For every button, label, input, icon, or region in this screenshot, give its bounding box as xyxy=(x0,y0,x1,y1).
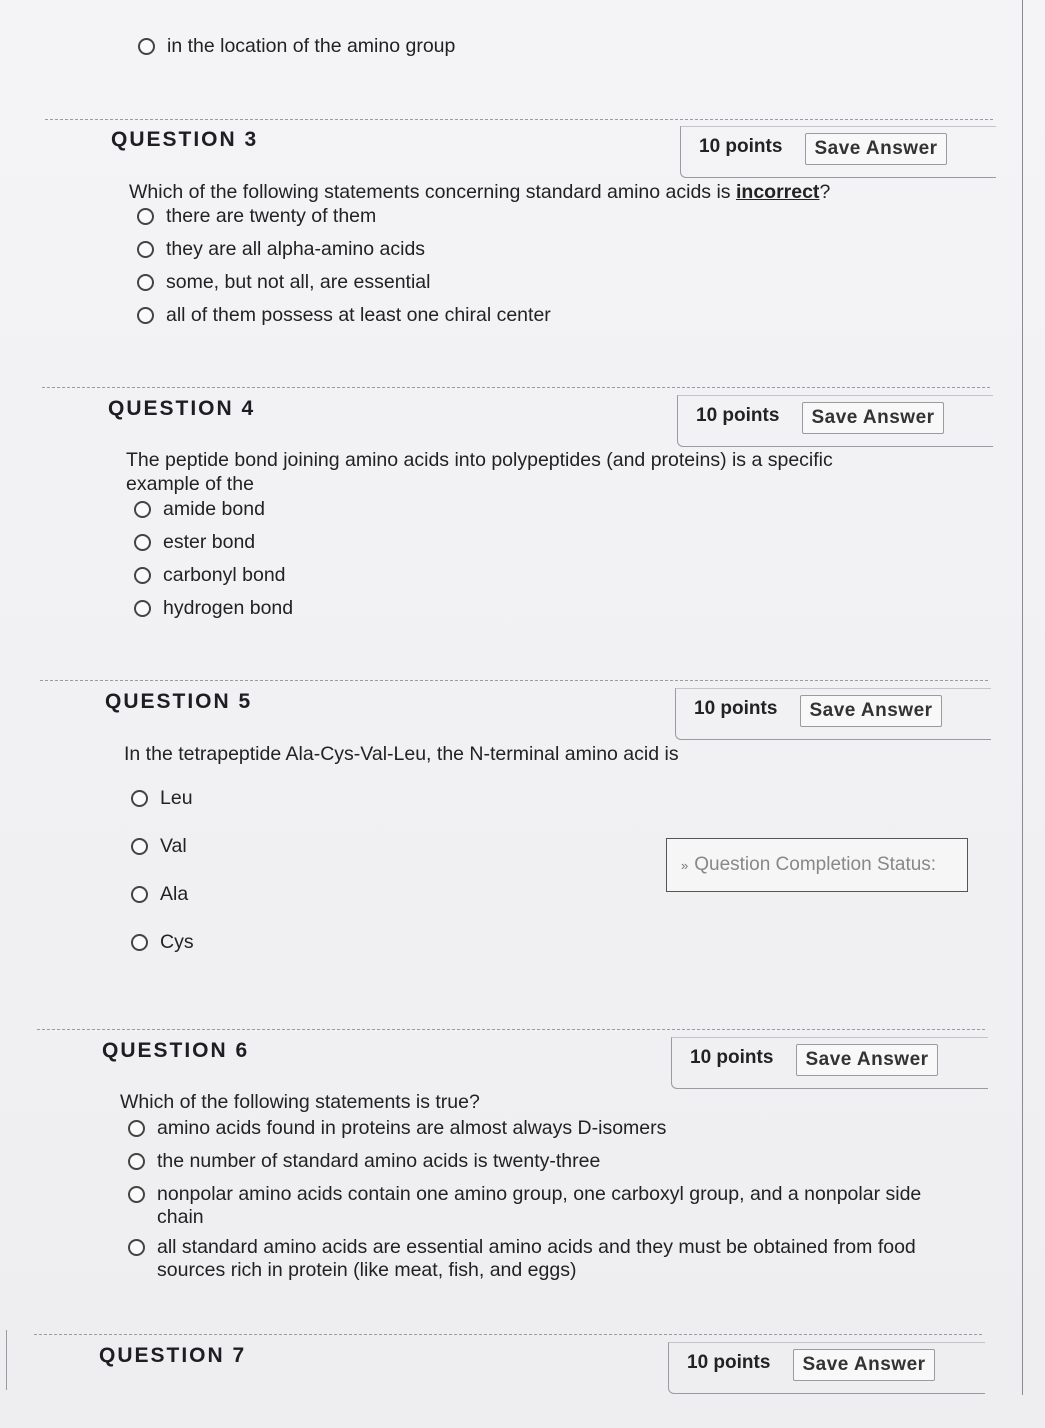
question-6-save-answer-button[interactable]: Save Answer xyxy=(796,1044,938,1076)
question-3-text-before: Which of the following statements concerning standard amino acids is xyxy=(129,181,736,203)
question-3-text-after: ? xyxy=(819,181,831,203)
question-6-text: Which of the following statements is true? xyxy=(120,1091,480,1113)
question-6-points: 10 points xyxy=(690,1047,774,1068)
question-4-option-2[interactable] xyxy=(134,531,255,554)
radio-button[interactable] xyxy=(134,567,151,584)
question-5-option-3[interactable] xyxy=(131,883,188,906)
question-5-option-1[interactable] xyxy=(131,787,193,810)
radio-button[interactable] xyxy=(128,1186,145,1203)
question-3-points: 10 points xyxy=(699,136,783,157)
question-5-text: In the tetrapeptide Ala-Cys-Val-Leu, the N-terminal amino acid is xyxy=(124,743,679,765)
radio-button[interactable] xyxy=(128,1120,145,1137)
option-label: all of them possess at least one chiral center xyxy=(166,304,551,326)
content-frame-border xyxy=(1022,0,1023,1395)
option-label: ester bond xyxy=(163,531,256,553)
question-3-text-emphasis: incorrect xyxy=(735,181,820,203)
question-3-save-answer-button[interactable]: Save Answer xyxy=(805,133,947,165)
question-7-save-answer-button[interactable]: Save Answer xyxy=(793,1349,935,1381)
question-3-option-2[interactable] xyxy=(137,238,425,261)
question-divider xyxy=(34,1334,984,1335)
radio-button[interactable] xyxy=(131,934,148,951)
option-label: amide bond xyxy=(163,498,265,520)
question-4-text: The peptide bond joining amino acids into polypeptides (and proteins) is a specific example of the xyxy=(126,449,833,495)
question-4-save-answer-button[interactable]: Save Answer xyxy=(802,402,944,434)
radio-button[interactable] xyxy=(128,1239,145,1256)
question-6-option-2[interactable] xyxy=(128,1150,600,1173)
radio-button[interactable] xyxy=(131,838,148,855)
radio-button[interactable] xyxy=(137,307,154,324)
radio-button[interactable] xyxy=(134,501,151,518)
option-label: Cys xyxy=(160,931,194,953)
option-label: amino acids found in proteins are almost always D-isomers xyxy=(157,1117,667,1139)
question-4-option-4[interactable] xyxy=(134,597,293,620)
question-completion-status-toggle[interactable] xyxy=(666,838,968,892)
question-5-option-2[interactable] xyxy=(131,835,187,858)
question-6-title: QUESTION 6 xyxy=(102,1039,250,1062)
radio-button[interactable] xyxy=(137,241,154,258)
option-label: carbonyl bond xyxy=(163,564,286,586)
question-7-title: QUESTION 7 xyxy=(99,1344,247,1367)
double-chevron-down-icon: » xyxy=(681,857,689,873)
radio-button[interactable] xyxy=(134,534,151,551)
option-label: Leu xyxy=(160,787,193,809)
question-6-option-4[interactable] xyxy=(128,1236,948,1282)
question-5-save-answer-button[interactable]: Save Answer xyxy=(800,695,942,727)
question-5-title: QUESTION 5 xyxy=(105,690,253,713)
question-divider xyxy=(37,1029,987,1030)
option-label: all standard amino acids are essential amino acids and they must be obtained from food sources rich in protein (like meat, fish, and eggs) xyxy=(157,1236,916,1281)
radio-button[interactable] xyxy=(137,208,154,225)
content-frame-border-left xyxy=(6,1330,7,1390)
question-divider xyxy=(45,119,995,120)
question-4-option-3[interactable] xyxy=(134,564,286,587)
question-4-title: QUESTION 4 xyxy=(108,397,256,420)
option-label: Ala xyxy=(160,883,189,905)
question-4-option-1[interactable] xyxy=(134,498,265,521)
option-label: Val xyxy=(160,835,187,857)
question-4-points: 10 points xyxy=(696,405,780,426)
question-3-option-4[interactable] xyxy=(137,304,551,327)
question-3-option-1[interactable] xyxy=(137,205,376,228)
option-label: hydrogen bond xyxy=(163,597,294,619)
question-divider xyxy=(42,387,992,388)
option-label: they are all alpha-amino acids xyxy=(166,238,426,260)
option-label: some, but not all, are essential xyxy=(166,271,431,293)
option-label: in the location of the amino group xyxy=(167,35,456,57)
option-label: the number of standard amino acids is twenty-three xyxy=(157,1150,601,1172)
question-7-points: 10 points xyxy=(687,1352,771,1373)
question-completion-status-label: Question Completion Status: xyxy=(694,854,937,875)
question-6-option-1[interactable] xyxy=(128,1117,666,1140)
question-6-option-3[interactable] xyxy=(128,1183,948,1229)
radio-button[interactable] xyxy=(128,1153,145,1170)
radio-button[interactable] xyxy=(131,790,148,807)
question-3-title: QUESTION 3 xyxy=(111,128,259,151)
question-divider xyxy=(40,680,990,681)
question-5-option-4[interactable] xyxy=(131,931,194,954)
option-label: there are twenty of them xyxy=(166,205,377,227)
radio-button[interactable] xyxy=(137,274,154,291)
q2-option[interactable] xyxy=(138,35,455,58)
radio-button[interactable] xyxy=(134,600,151,617)
radio-button[interactable] xyxy=(138,38,155,55)
question-3-text xyxy=(129,180,830,204)
radio-button[interactable] xyxy=(131,886,148,903)
question-5-points: 10 points xyxy=(694,698,778,719)
option-label: nonpolar amino acids contain one amino group, one carboxyl group, and a nonpolar side chain xyxy=(157,1183,922,1228)
question-3-option-3[interactable] xyxy=(137,271,430,294)
